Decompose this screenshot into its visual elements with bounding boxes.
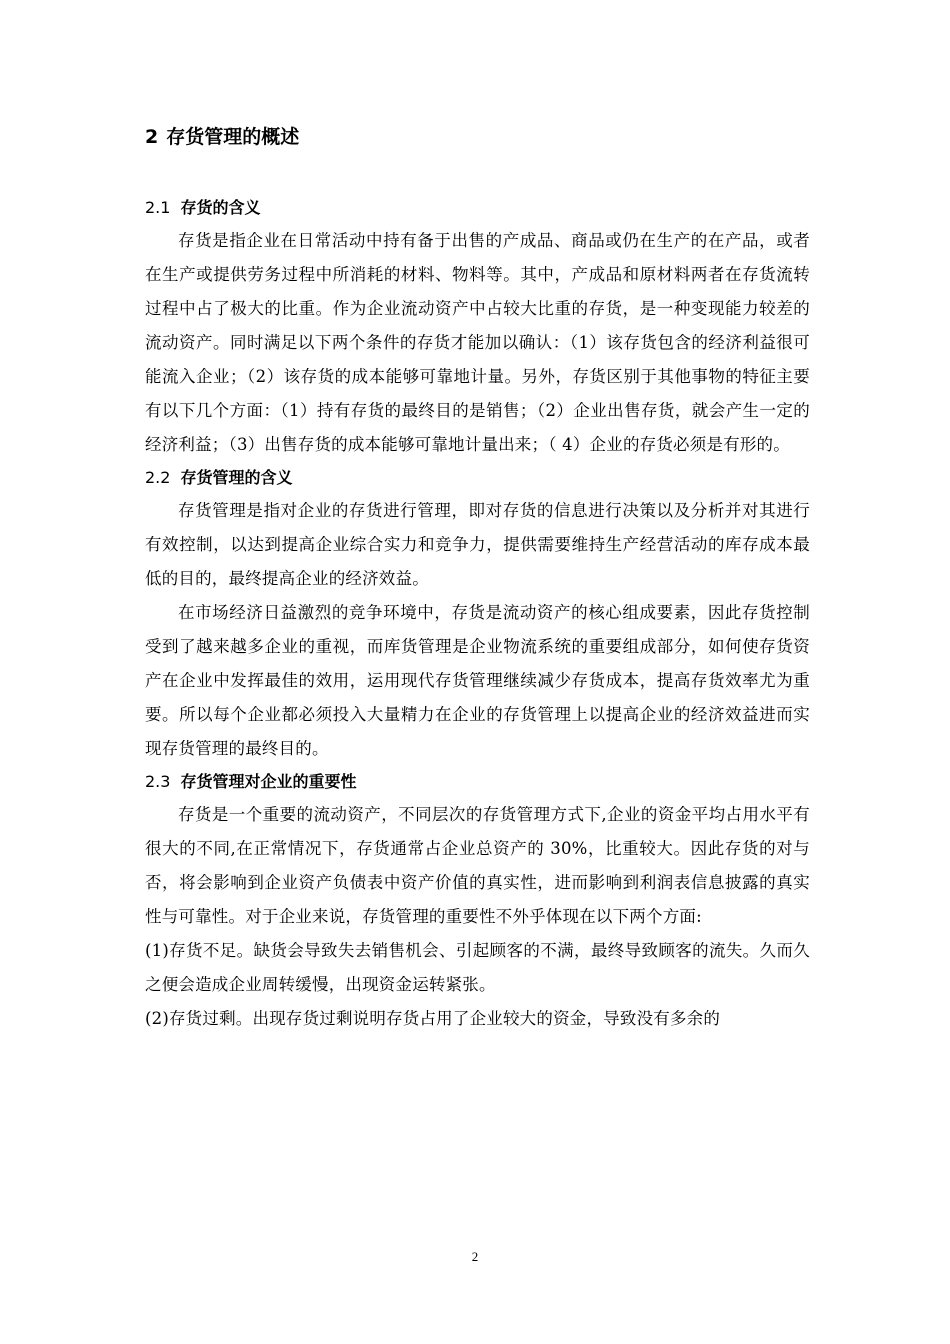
paragraph: 存货管理是指对企业的存货进行管理，即对存货的信息进行决策以及分析并对其进行有效控制，以达到提高企业综合实力和竞争力，提供需要维持生产经营活动的库存成本最低的目的，最终提高企业的经济效益。 [145, 501, 810, 588]
chapter-title: 存货管理的概述 [166, 126, 300, 148]
page-number: 2 [471, 1249, 479, 1264]
heading-spacer [145, 156, 810, 192]
section-title: 存货管理的含义 [180, 468, 293, 487]
paragraph: 存货是指企业在日常活动中持有备于出售的产成品、商品或仍在生产的在产品，或者在生产或提供劳务过程中所消耗的材料、物料等。其中，产成品和原材料两者在存货流转过程中占了极大的比重。作为企业流动资产中占较大比重的存货，是一种变现能力较差的流动资产。同时满足以下两个条件的存货才能加以确认：（1）该存货包含的经济利益很可能流入企业；（2）该存货的成本能够可靠地计量。另外，存货区别于其他事物的特征主要有以下几个方面：（1）持有存货的最终目的是销售；（2）企业出售存货，就会产生一定的经济利益；（3）出售存货的成本能够可靠地计量出来；（ 4）企业的存货必须是有形的。 [145, 231, 810, 454]
list-item-paragraph: (2)存货过剩。出现存货过剩说明存货占用了企业较大的资金，导致没有多余的 [145, 1009, 721, 1028]
paragraph: 存货是一个重要的流动资产，不同层次的存货管理方式下,企业的资金平均占用水平有很大的不同,在正常情况下，存货通常占企业总资产的 30%，比重较大。因此存货的对与否，将会影响到企业资产负债表中资产价值的真实性，进而影响到利润表信息披露的真实性与可靠性。对于企业来说，存货管理的重要性不外乎体现在以下两个方面: [145, 805, 810, 926]
section-number: 2.2 [145, 468, 171, 487]
section-number: 2.1 [145, 198, 171, 217]
paragraph: 在市场经济日益激烈的竞争环境中，存货是流动资产的核心组成要素，因此存货控制受到了越来越多企业的重视，而库货管理是企业物流系统的重要组成部分，如何使存货资产在企业中发挥最佳的效用，运用现代存货管理继续减少存货成本，提高存货效率尤为重要。所以每个企业都必须投入大量精力在企业的存货管理上以提高企业的经济效益进而实现存货管理的最终目的。 [145, 603, 810, 758]
section-heading-2-1 [145, 192, 810, 224]
page-body [145, 118, 810, 1036]
section-title: 存货管理对企业的重要性 [180, 772, 357, 791]
section-title: 存货的含义 [180, 198, 261, 217]
section-number: 2.3 [145, 772, 171, 791]
list-item-paragraph: (1)存货不足。缺货会导致失去销售机会、引起顾客的不满，最终导致顾客的流失。久而久之便会造成企业周转缓慢，出现资金运转紧张。 [145, 941, 810, 994]
section-heading-2-3 [145, 766, 810, 798]
chapter-number: 2 [145, 126, 159, 148]
section-heading-2-2 [145, 462, 810, 494]
chapter-heading [145, 118, 810, 156]
